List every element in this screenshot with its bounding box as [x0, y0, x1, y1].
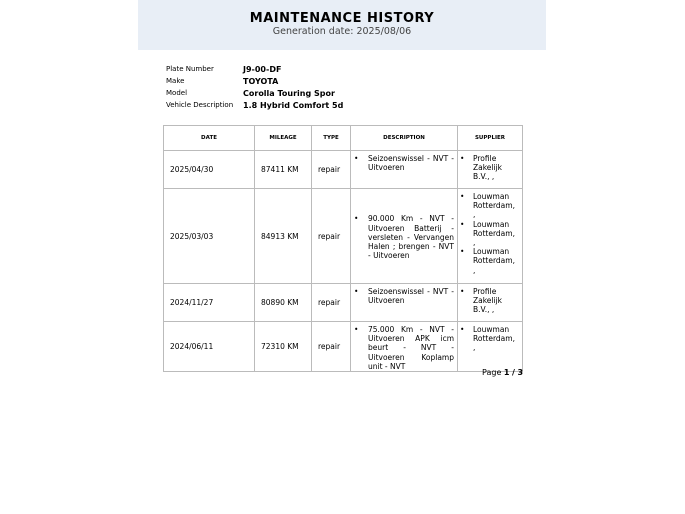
info-row: [166, 87, 343, 99]
cell-description: [351, 189, 458, 284]
vehicle-info: [166, 63, 343, 111]
column-header-type: TYPE: [312, 126, 351, 151]
cell-type: repair: [312, 284, 351, 322]
info-value: J9-00-DF: [243, 64, 282, 74]
supplier-item: • Profile Zakelijk B.V., ,: [460, 287, 519, 315]
info-row: [166, 63, 343, 75]
supplier-item: • Profile Zakelijk B.V., ,: [460, 154, 519, 182]
cell-type: repair: [312, 151, 351, 189]
cell-description: [351, 322, 458, 372]
cell-date: 2024/11/27: [164, 284, 255, 322]
description-item: • Seizoenswissel - NVT - Uitvoeren: [354, 154, 454, 172]
supplier-item: • Louwman Rotterdam, ,: [460, 220, 519, 248]
page-title: MAINTENANCE HISTORY: [249, 11, 435, 26]
cell-supplier: [458, 322, 523, 372]
info-value: TOYOTA: [243, 76, 279, 86]
cell-date: 2025/03/03: [164, 189, 255, 284]
page-prefix: Page: [482, 368, 502, 377]
cell-mileage: 87411 KM: [255, 151, 312, 189]
table-header-row: [164, 126, 523, 151]
cell-supplier: [458, 189, 523, 284]
supplier-item: • Louwman Rotterdam, ,: [460, 247, 519, 275]
table-row: [164, 151, 523, 189]
generation-date: Generation date: 2025/08/06: [272, 26, 412, 37]
table-row: [164, 284, 523, 322]
cell-supplier: [458, 151, 523, 189]
info-row: [166, 99, 343, 111]
column-header-supplier: SUPPLIER: [458, 126, 523, 151]
supplier-item: • Louwman Rotterdam, ,: [460, 325, 519, 353]
cell-mileage: 84913 KM: [255, 189, 312, 284]
maintenance-table: [163, 125, 523, 372]
cell-date: 2024/06/11: [164, 322, 255, 372]
supplier-item: • Louwman Rotterdam, ,: [460, 192, 519, 220]
table-row: [164, 189, 523, 284]
page-indicator: [482, 368, 523, 377]
column-header-description: DESCRIPTION: [351, 126, 458, 151]
info-value: 1.8 Hybrid Comfort 5d: [243, 100, 344, 110]
info-label: Plate Number: [166, 65, 214, 73]
page-separator: /: [512, 368, 515, 377]
info-row: [166, 75, 343, 87]
column-header-mileage: MILEAGE: [255, 126, 312, 151]
column-header-date: DATE: [164, 126, 255, 151]
info-value: Corolla Touring Spor: [243, 88, 335, 98]
info-label: Model: [166, 89, 188, 97]
info-label: Make: [166, 77, 185, 85]
description-item: • 90.000 Km - NVT - Uitvoeren Batterij - versleten - Vervangen Halen ; brengen - NVT - Uitvoeren: [354, 214, 454, 260]
cell-supplier: [458, 284, 523, 322]
cell-mileage: 72310 KM: [255, 322, 312, 372]
cell-date: 2025/04/30: [164, 151, 255, 189]
cell-description: [351, 151, 458, 189]
current-page: 1: [503, 368, 510, 377]
cell-description: [351, 284, 458, 322]
cell-type: repair: [312, 322, 351, 372]
description-item: • 75.000 Km - NVT - Uitvoeren APK icm beurt - NVT - Uitvoeren Koplamp unit - NVT: [354, 325, 454, 371]
description-item: • Seizoenswissel - NVT - Uitvoeren: [354, 287, 454, 305]
table-row: [164, 322, 523, 372]
cell-type: repair: [312, 189, 351, 284]
total-pages: 3: [517, 368, 524, 377]
info-label: Vehicle Description: [166, 101, 234, 109]
cell-mileage: 80890 KM: [255, 284, 312, 322]
